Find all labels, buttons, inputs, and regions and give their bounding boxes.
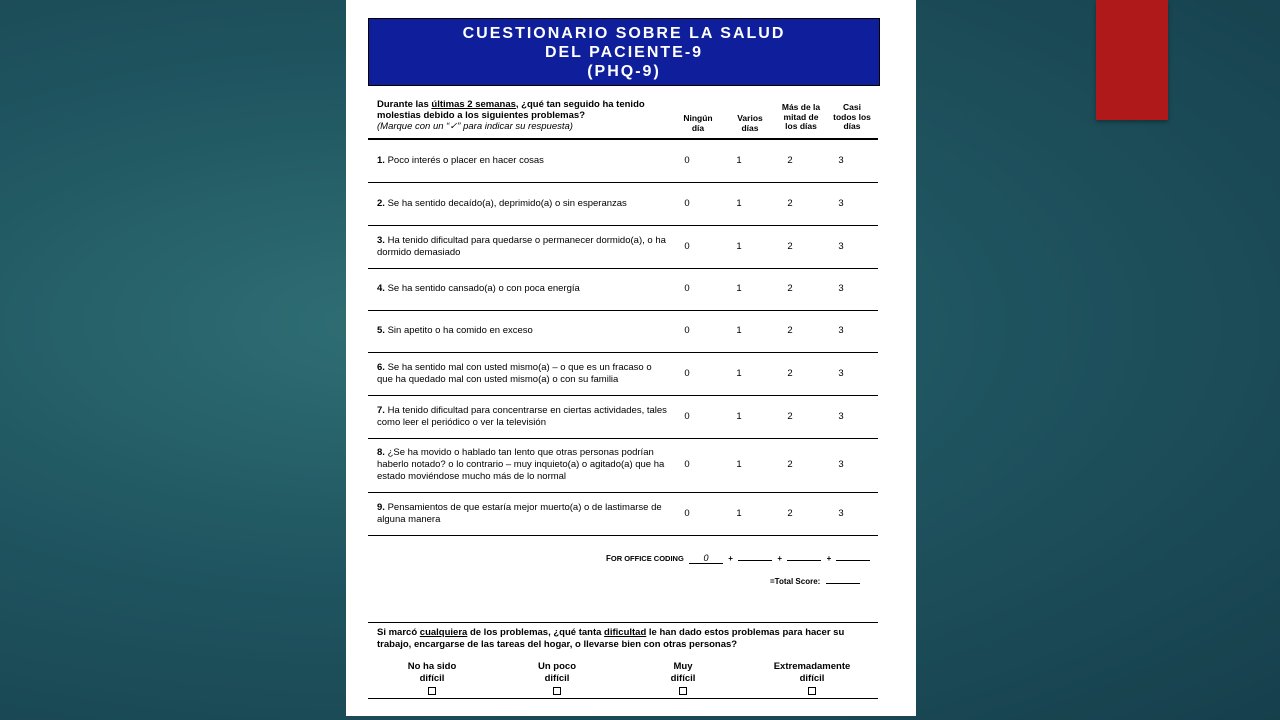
item-score-option[interactable]: 0	[684, 410, 690, 422]
title-line-1: CUESTIONARIO SOBRE LA SALUD	[462, 24, 786, 42]
column-header-ningun-dia	[673, 114, 723, 133]
question-header-part2: , ¿qué tan seguido ha tenido molestias debido a los siguientes problemas?	[377, 99, 645, 121]
item-score-option[interactable]: 3	[838, 325, 844, 336]
item-score-option[interactable]: 0	[684, 283, 690, 294]
item-number: 3.	[377, 234, 385, 246]
item-number: 1.	[377, 154, 385, 166]
item-number: 8.	[377, 447, 385, 458]
difficulty-option-un-poco	[502, 661, 612, 699]
item-score-option[interactable]: 2	[787, 197, 793, 209]
item-number: 2.	[377, 197, 385, 209]
item-question	[377, 405, 667, 429]
option-label: Muy	[673, 661, 693, 672]
item-score-option[interactable]: 3	[838, 507, 844, 519]
plus-sign: +	[826, 554, 832, 563]
item-score-option[interactable]: 2	[787, 154, 793, 166]
item-text: ¿Se ha movido o hablado tan lento que otras personas podrían haberlo notado? o lo contrario – muy inquieto(a) o agitado(a) que ha estado moviéndose mucho más de lo normal	[377, 447, 665, 482]
office-coding-rest: OR OFFICE CODING	[610, 554, 684, 563]
item-number: 6.	[377, 361, 385, 373]
slide-accent-tab	[1096, 0, 1168, 120]
col-label: días	[741, 122, 759, 133]
row-divider	[368, 535, 878, 536]
table-row	[368, 139, 878, 182]
item-score-option[interactable]: 0	[684, 507, 690, 519]
option-label: difícil	[670, 673, 696, 684]
item-score-option[interactable]: 3	[838, 410, 844, 422]
office-coding-line	[606, 553, 876, 564]
item-question	[377, 198, 667, 210]
item-score-option[interactable]: 3	[838, 459, 844, 470]
difficulty-option-extremadamente	[757, 661, 867, 699]
total-score-label: =Total Score:	[770, 577, 821, 586]
option-label: difícil	[799, 673, 825, 684]
col-label: mitad de	[783, 111, 819, 122]
table-row	[368, 438, 878, 492]
item-text: Se ha sentido mal con usted mismo(a) – o que es un fracaso o que ha quedado mal con usted mismo(a) o con su familia	[377, 361, 652, 385]
dq-part3: le han dado estos problemas para hacer su trabajo, encargarse de las tareas del hogar, o llevarse bien con otras personas?	[377, 627, 845, 650]
col-label: los días	[785, 121, 817, 131]
item-score-option[interactable]: 1	[736, 240, 742, 252]
bottom-divider	[368, 698, 878, 699]
item-score-option[interactable]: 2	[787, 325, 793, 336]
table-row	[368, 492, 878, 535]
item-text: Poco interés o placer en hacer cosas	[387, 154, 544, 166]
total-score-blank	[826, 583, 860, 584]
office-coding-label	[606, 554, 684, 563]
table-row	[368, 352, 878, 395]
item-text: Ha tenido dificultad para quedarse o permanecer dormido(a), o ha dormido demasiado	[377, 234, 666, 258]
item-text: Sin apetito o ha comido en exceso	[387, 325, 533, 336]
item-question	[377, 155, 667, 167]
question-header-instruction: (Marque con un “✓” para indicar su respuesta)	[377, 121, 573, 132]
item-text: Se ha sentido decaído(a), deprimido(a) o sin esperanzas	[387, 197, 627, 209]
item-question	[377, 447, 667, 483]
item-text: Pensamientos de que estaría mejor muerto(a) o de lastimarse de alguna manera	[377, 501, 662, 525]
item-text: Se ha sentido cansado(a) o con poca energía	[387, 283, 580, 294]
item-score-option[interactable]: 2	[787, 283, 793, 294]
item-question	[377, 325, 667, 337]
document-title-banner	[368, 18, 880, 86]
item-score-option[interactable]: 1	[736, 507, 742, 519]
item-score-option[interactable]: 1	[736, 459, 742, 470]
item-score-option[interactable]: 3	[838, 367, 844, 379]
col-label: Casi	[843, 102, 861, 112]
col-label: Varios	[737, 113, 763, 123]
item-score-option[interactable]: 0	[684, 154, 690, 166]
table-row	[368, 182, 878, 225]
column-header-casi-todos	[827, 103, 877, 132]
table-row	[368, 310, 878, 352]
item-score-option[interactable]: 3	[838, 154, 844, 166]
item-score-option[interactable]: 2	[787, 240, 793, 252]
item-number: 9.	[377, 501, 385, 513]
item-score-option[interactable]: 3	[838, 283, 844, 294]
difficulty-option-no-difficult	[377, 661, 487, 699]
item-score-option[interactable]: 2	[787, 507, 793, 519]
item-score-option[interactable]: 1	[736, 154, 742, 166]
item-question	[377, 283, 667, 295]
col-label: Ningún	[683, 113, 713, 123]
item-score-option[interactable]: 0	[684, 459, 690, 470]
item-score-option[interactable]: 1	[736, 410, 742, 422]
dq-part1: Si marcó	[377, 627, 420, 638]
column-header-mas-de-la-mitad	[776, 103, 826, 132]
phq9-document-page	[346, 0, 916, 716]
option-label: No ha sido	[407, 661, 457, 672]
item-score-option[interactable]: 2	[787, 459, 793, 470]
office-score-blank-3	[787, 560, 821, 561]
total-score-line	[770, 577, 863, 586]
item-score-option[interactable]: 1	[736, 197, 742, 209]
item-question	[377, 235, 667, 259]
item-question	[377, 362, 667, 386]
title-line-3: (PHQ-9)	[587, 62, 661, 80]
checkbox-icon[interactable]	[553, 687, 561, 695]
office-coding-f: F	[606, 554, 611, 563]
office-score-blank-1: 0	[689, 553, 723, 564]
item-score-option[interactable]: 0	[684, 367, 690, 379]
item-score-option[interactable]: 1	[736, 283, 742, 294]
difficulty-option-muy	[628, 661, 738, 699]
table-row	[368, 395, 878, 438]
dq-underlined-1: cualquiera	[419, 627, 468, 638]
item-number: 4.	[377, 283, 385, 294]
table-row	[368, 268, 878, 310]
col-label: días	[843, 121, 861, 131]
option-label: Extremadamente	[773, 661, 851, 672]
plus-sign: +	[728, 554, 733, 563]
option-label: difícil	[419, 673, 445, 684]
question-header-part1: Durante las	[377, 99, 432, 110]
item-score-option[interactable]: 0	[684, 197, 690, 209]
checkbox-icon[interactable]	[428, 687, 436, 695]
option-label: difícil	[544, 673, 570, 684]
item-score-option[interactable]: 0	[684, 325, 690, 336]
table-row	[368, 225, 878, 268]
item-number: 7.	[377, 404, 385, 416]
checkbox-icon[interactable]	[808, 687, 816, 695]
office-score-blank-2	[738, 560, 772, 561]
item-score-option[interactable]: 1	[736, 325, 742, 336]
difficulty-question	[377, 627, 877, 651]
dq-underlined-2: dificultad	[604, 627, 647, 638]
checkbox-icon[interactable]	[679, 687, 687, 695]
column-header-varios-dias	[725, 114, 775, 133]
col-label: todos los	[833, 111, 871, 122]
item-question	[377, 502, 667, 526]
question-header-underlined: últimas 2 semanas	[431, 99, 516, 110]
col-label: Más de la	[781, 102, 821, 112]
item-score-option[interactable]: 2	[787, 367, 793, 379]
item-number: 5.	[377, 325, 385, 336]
item-score-option[interactable]: 3	[838, 197, 844, 209]
difficulty-divider	[368, 622, 878, 623]
title-line-2: DEL PACIENTE-9	[544, 43, 704, 61]
item-score-option[interactable]: 2	[787, 410, 793, 422]
item-score-option[interactable]: 3	[838, 240, 844, 252]
item-score-option[interactable]: 0	[684, 240, 690, 252]
option-label: Un poco	[538, 661, 576, 672]
plus-sign: +	[777, 554, 783, 563]
office-score-blank-4	[836, 560, 870, 561]
dq-part2: de los problemas, ¿qué tanta	[467, 627, 605, 638]
question-header	[377, 99, 667, 132]
col-label: día	[691, 122, 705, 133]
item-text: Ha tenido dificultad para concentrarse en ciertas actividades, tales como leer el periódico o ver la televisión	[377, 404, 667, 428]
item-score-option[interactable]: 1	[736, 367, 742, 379]
